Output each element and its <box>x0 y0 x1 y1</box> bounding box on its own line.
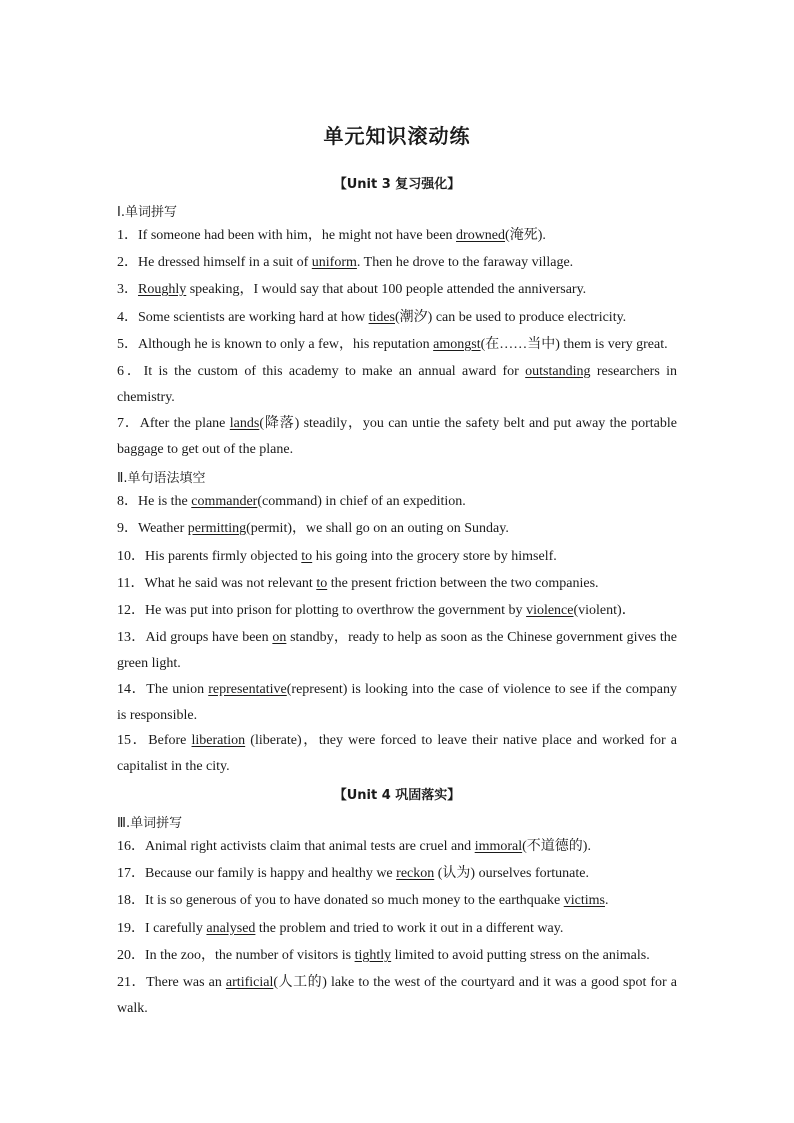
question-15: 15．Before liberation (liberate)，they were forced to leave their native place and worked for a <box>117 733 678 748</box>
unit3-heading: 【Unit 3 复习强化】 <box>333 177 461 192</box>
answer-blank: permitting <box>187 521 247 536</box>
question-19: 19．I carefully analysed the problem and tried to work it out in a different way. <box>117 921 564 936</box>
answer-blank: outstanding <box>525 364 591 379</box>
answer-blank: tightly <box>354 948 392 963</box>
question-8: 8．He is the commander(command) in chief of an expedition. <box>117 494 466 509</box>
question-7: 7．After the plane lands(降落) steadily，you can untie the safety belt and put away the portable <box>117 416 677 431</box>
answer-blank: reckon <box>396 866 435 881</box>
question-10: 10．His parents firmly objected to his going into the grocery store by himself. <box>117 549 557 564</box>
answer-blank: drowned <box>456 228 506 243</box>
question-4: 4．Some scientists are working hard at how tides(潮汐) can be used to produce electricity. <box>117 310 627 325</box>
answer-blank: victims <box>563 893 605 908</box>
question-12: 12．He was put into prison for plotting to overthrow the government by violence(violent)． <box>117 603 636 618</box>
question-13-continued: green light. <box>117 656 181 671</box>
unit4-heading: 【Unit 4 巩固落实】 <box>333 788 461 803</box>
section-heading-spelling-2: Ⅲ.单词拼写 <box>117 816 183 831</box>
answer-blank: immoral <box>474 839 523 854</box>
answer-blank: to <box>316 576 328 591</box>
answer-blank: tides <box>368 310 396 325</box>
section-heading-grammar: Ⅱ.单句语法填空 <box>117 471 206 486</box>
section-heading-spelling: Ⅰ.单词拼写 <box>117 205 177 220</box>
question-11: 11．What he said was not relevant to the present friction between the two companies. <box>117 576 599 591</box>
answer-blank: amongst <box>433 337 481 352</box>
question-14: 14．The union representative(represent) is looking into the case of violence to see if the company <box>117 682 677 697</box>
answer-blank: uniform <box>311 255 357 270</box>
answer-blank: violence <box>526 603 574 618</box>
answer-blank: commander <box>191 494 258 509</box>
answer-blank: on <box>272 630 287 645</box>
question-14-continued: is responsible. <box>117 708 198 723</box>
question-18: 18．It is so generous of you to have donated so much money to the earthquake victims. <box>117 893 609 908</box>
question-20: 20．In the zoo，the number of visitors is tightly limited to avoid putting stress on the animals. <box>117 948 650 963</box>
question-6-continued: chemistry. <box>117 390 175 405</box>
question-17: 17．Because our family is happy and healthy we reckon (认为) ourselves fortunate. <box>117 866 589 881</box>
question-16: 16．Animal right activists claim that animal tests are cruel and immoral(不道德的). <box>117 839 591 854</box>
answer-blank: liberation <box>191 733 246 748</box>
question-21-continued: walk. <box>117 1001 148 1016</box>
page-title: 单元知识滚动练 <box>323 124 471 148</box>
answer-blank: to <box>301 549 313 564</box>
answer-blank: lands <box>229 416 260 431</box>
question-9: 9．Weather permitting(permit)，we shall go on an outing on Sunday. <box>117 521 509 536</box>
question-7-continued: baggage to get out of the plane. <box>117 442 294 457</box>
question-2: 2．He dressed himself in a suit of uniform. Then he drove to the faraway village. <box>117 255 574 270</box>
question-6: 6．It is the custom of this academy to make an annual award for outstanding researchers in <box>117 364 678 379</box>
question-21: 21．There was an artificial(人工的) lake to the west of the courtyard and it was a good spot for a <box>117 975 677 990</box>
answer-blank: representative <box>208 682 287 697</box>
question-15-continued: capitalist in the city. <box>117 759 230 774</box>
answer-blank: analysed <box>206 921 256 936</box>
question-3: 3．Roughly speaking，I would say that about 100 people attended the anniversary. <box>117 282 587 297</box>
question-13: 13．Aid groups have been on standby，ready to help as soon as the Chinese government gives the <box>117 630 678 645</box>
question-5: 5．Although he is known to only a few，his reputation amongst(在……当中) them is very great. <box>117 337 668 352</box>
answer-blank: Roughly <box>138 282 187 297</box>
question-1: 1．If someone had been with him，he might not have been drowned(淹死). <box>117 228 546 243</box>
answer-blank: artificial <box>225 975 274 990</box>
